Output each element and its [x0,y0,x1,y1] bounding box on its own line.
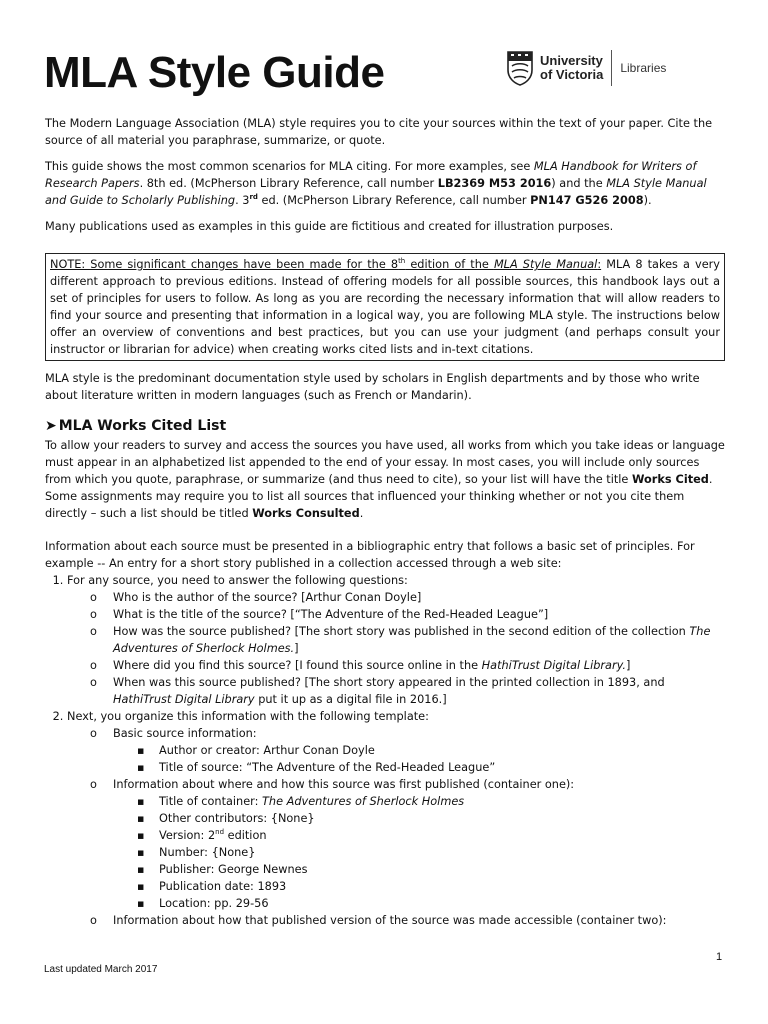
template-field: ▪ Publication date: 1893 [159,878,725,895]
note-box: NOTE: Some significant changes have been made for the 8th edition of the MLA Style Manual: MLA 8 takes a very different approach to previous editions. Instead of offering models for all possible sources, this handbook lays out a set of principles for users to follow. As long as you are recording the necessary information that will allow readers to find your source and presenting that information in a logical way, you are following MLA style. The instructions below offer an overview of conventions and best practices, but you can use your judgment (and perhaps consult your instructor or librarian for advice) when creating works cited lists and in-text citations. [45,253,725,361]
question-item: o Who is the author of the source? [Arthur Conan Doyle] [113,589,725,606]
page-number: 1 [716,951,723,963]
question-item: o Where did you find this source? [I found this source online in the HathiTrust Digital Library.] [113,657,725,674]
list-item: 1. For any source, you need to answer the following questions: o Who is the author of the source? [Arthur Conan Doyle] o What is the title of the source? [“The Adventure of the Red-Headed League”] o How was the source published? [The short story was published in the second edition of the collection The Adventures of Sherlock Holmes.] o Where did you find this source? [I found this source online in the HathiTrust Digital Library.] o When was this source published? [The short story appeared in the printed collection in 1893, and HathiTrust Digital Library put it up as a digital file in 2016.] [67,572,725,708]
document-body [45,115,725,929]
template-field: ▪ Other contributors: {None} [159,810,725,827]
question-item: o When was this source published? [The short story appeared in the printed collection in 1893, and HathiTrust Digital Library put it up as a digital file in 2016.] [113,674,725,708]
question-item: o How was the source published? [The short story was published in the second edition of the collection The Adventures of Sherlock Holmes.] [113,623,725,657]
uvic-libraries-logo [506,48,666,88]
intro-paragraph-1: The Modern Language Association (MLA) style requires you to cite your sources within the text of your paper. Cite the source of all material you paraphrase, summarize, or quote. [45,117,713,147]
intro-paragraph-3: Many publications used as examples in this guide are fictitious and created for illustration purposes. [45,220,614,233]
template-field: ▪ Number: {None} [159,844,725,861]
logo-divider [611,50,612,86]
template-group: o Information about where and how this source was first published (container one): ▪ Title of container: The Adventures of Sherlock Holmes ▪ Other contributors: {None} ▪ Version: 2nd edition ▪ Number: {None} ▪ Publisher: George Newnes ▪ Publication date: 1893 ▪ Location: pp. 29-56 [113,776,725,912]
note-lead: NOTE: Some significant changes have been made for the 8th edition of the MLA Style Manual: [50,257,602,271]
page-title: MLA Style Guide [44,48,385,97]
info-paragraph: Information about each source must be presented in a bibliographic entry that follows a basic set of principles. For example -- An entry for a short story published in a collection accessed through a web site: [45,540,695,570]
works-cited-paragraph: To allow your readers to survey and access the sources you have used, all works from which you take ideas or language must appear in an alphabetized list appended to the end of your essay. In most cases, you will include only sources from which you quote, paraphrase, or summarize (and thus need to cite), so your list will have the title Works Cited. Some assignments may require you to list all sources that influenced your thinking whether or not you cite them directly – such a list should be titled Works Consulted. [45,439,725,520]
arrow-right-icon: ➤ [45,418,57,434]
template-group: o Information about how that published version of the source was made accessible (container two): [113,912,725,929]
uvic-crest-icon [506,50,534,86]
university-name: University of Victoria [540,53,604,82]
template-field: ▪ Title of source: “The Adventure of the Red-Headed League” [159,759,725,776]
template-field: ▪ Publisher: George Newnes [159,861,725,878]
intro-paragraph-2: This guide shows the most common scenarios for MLA citing. For more examples, see MLA Handbook for Writers of Research Papers. 8th ed. (McPherson Library Reference, call number LB2369 M53 2016) and the MLA Style Manual and Guide to Scholarly Publishing. 3rd ed. (McPherson Library Reference, call number PN147 G526 2008). [45,160,707,207]
template-group: o Basic source information: ▪ Author or creator: Arthur Conan Doyle ▪ Title of source: “The Adventure of the Red-Headed League” [113,725,725,776]
section-heading: ➤ MLA Works Cited List [45,418,227,434]
numbered-list [45,572,725,929]
last-updated: Last updated March 2017 [44,964,158,975]
template-field: ▪ Title of container: The Adventures of Sherlock Holmes [159,793,725,810]
template-field: ▪ Author or creator: Arthur Conan Doyle [159,742,725,759]
style-paragraph: MLA style is the predominant documentation style used by scholars in English departments and by those who write about literature written in modern languages (such as French or Mandarin). [45,372,700,402]
libraries-label: Libraries [620,61,667,75]
template-field: ▪ Location: pp. 29-56 [159,895,725,912]
template-field: ▪ Version: 2nd edition [159,827,725,844]
list-item: 2. Next, you organize this information with the following template: o Basic source information: ▪ Author or creator: Arthur Conan Doyle ▪ Title of source: “The Adventure of the Red-Headed League” o Information about where and how this source was first published (container one): ▪ Title of container: The Adventures of Sherlock Holmes ▪ Other contributors: {None} ▪ Version: 2nd edition ▪ Number: {None} ▪ Publisher: George Newnes ▪ Publication date: 1893 ▪ Location: pp. 29-56 o Information about how that published version of the source was made accessible (container two): [67,708,725,929]
question-item: o What is the title of the source? [“The Adventure of the Red-Headed League”] [113,606,725,623]
